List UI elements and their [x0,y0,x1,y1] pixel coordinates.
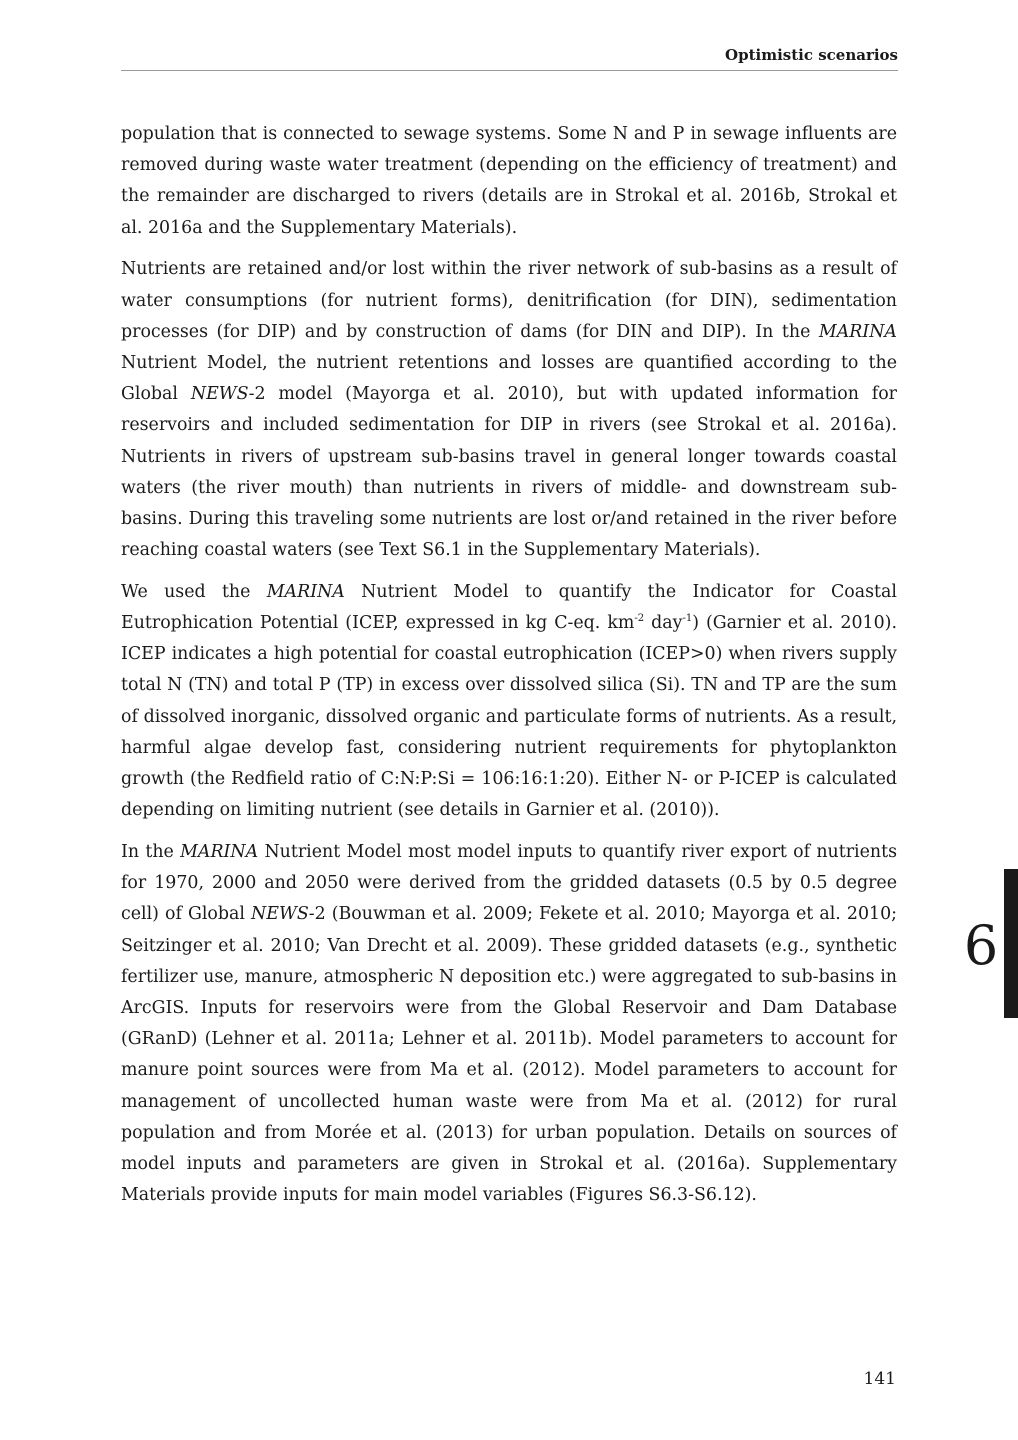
paragraph-2 [121,254,897,566]
model-name-marina: MARINA [818,321,897,342]
text-run: In the [121,841,181,862]
text-run: day [644,613,683,634]
chapter-number: 6 [963,914,999,977]
text-run: -2 model (Mayorga et al. 2010), but with updated information for reservoirs and included sedimentation for DIP in rivers (see Strokal et al. 2016a). Nutrients in rivers of upstream sub-basins travel in general longer towards coastal waters (the river mouth) than nutrients in rivers of middle- and downstream sub-basins. During this traveling some nutrients are lost or/and retained in the river before reaching coastal waters (see Text S6.1 in the Supplementary Materials). [121,384,898,561]
chapter-tab-marker [1004,869,1018,1018]
text-run: Nutrient Model, the nutrient retentions and losses are quantified according to the Global [121,352,897,405]
text-run: We used the [121,581,267,602]
running-header [121,46,898,71]
page-number: 141 [863,1369,896,1389]
paragraph-3 [121,577,897,827]
section-title: Optimistic scenarios [725,46,898,64]
model-name-news: NEWS [190,384,249,405]
text-run: Nutrient Model most model inputs to quantify river export of nutrients for 1970, 2000 and 2050 were derived from the gridded datasets (0.5 by 0.5 degree cell) of Global [121,841,897,925]
text-run: Nutrient Model to quantify the Indicator for Coastal Eutrophication Potential (ICEP, expressed in kg C-eq. km [121,581,897,634]
model-name-marina: MARINA [180,841,259,862]
text-run: -2 (Bouwman et al. 2009; Fekete et al. 2010; Mayorga et al. 2010; Seitzinger et al. 2010; Van Drecht et al. 2009). These gridded datasets (e.g., synthetic fertilizer use, manure, atmospheric N deposition etc.) were aggregated to sub-basins in ArcGIS. Inputs for reservoirs were from the Global Reservoir and Dam Database (GRanD) (Lehner et al. 2011a; Lehner et al. 2011b). Model parameters to account for manure point sources were from Ma et al. (2012). Model parameters to account for management of uncollected human waste were from Ma et al. (2012) for rural population and from Morée et al. (2013) for urban population. Details on sources of model inputs and parameters are given in Strokal et al. (2016a). Supplementary Materials provide inputs for main model variables (Figures S6.3-S6.12). [121,904,897,1206]
model-name-marina: MARINA [266,581,345,602]
superscript: -1 [682,613,693,625]
text-run: ) (Garnier et al. 2010). ICEP indicates a high potential for coastal eutrophication (ICEP>0) when rivers supply total N (TN) and total P (TP) in excess over dissolved silica (Si). TN and TP are the sum of dissolved inorganic, dissolved organic and particulate forms of nutrients. As a result, harmful algae develop fast, considering nutrient requirements for phytoplankton growth (the Redfield ratio of C:N:P:Si = 106:16:1:20). Either N- or P-ICEP is calculated depending on limiting nutrient (see details in Garnier et al. (2010)). [121,613,897,821]
text-run: Nutrients are retained and/or lost within the river network of sub-basins as a result of water consumptions (for nutrient forms), denitrification (for DIN), sedimentation processes (for DIP) and by construction of dams (for DIN and DIP). In the [121,259,897,342]
model-name-news: NEWS [251,904,309,925]
paragraph-1: population that is connected to sewage systems. Some N and P in sewage influents are removed during waste water treatment (depending on the efficiency of treatment) and the remainder are discharged to rivers (details are in Strokal et al. 2016b, Strokal et al. 2016a and the Supplementary Materials). [121,124,897,238]
body-text [121,119,897,1222]
superscript: -2 [634,613,645,625]
paragraph-4 [121,837,897,1211]
